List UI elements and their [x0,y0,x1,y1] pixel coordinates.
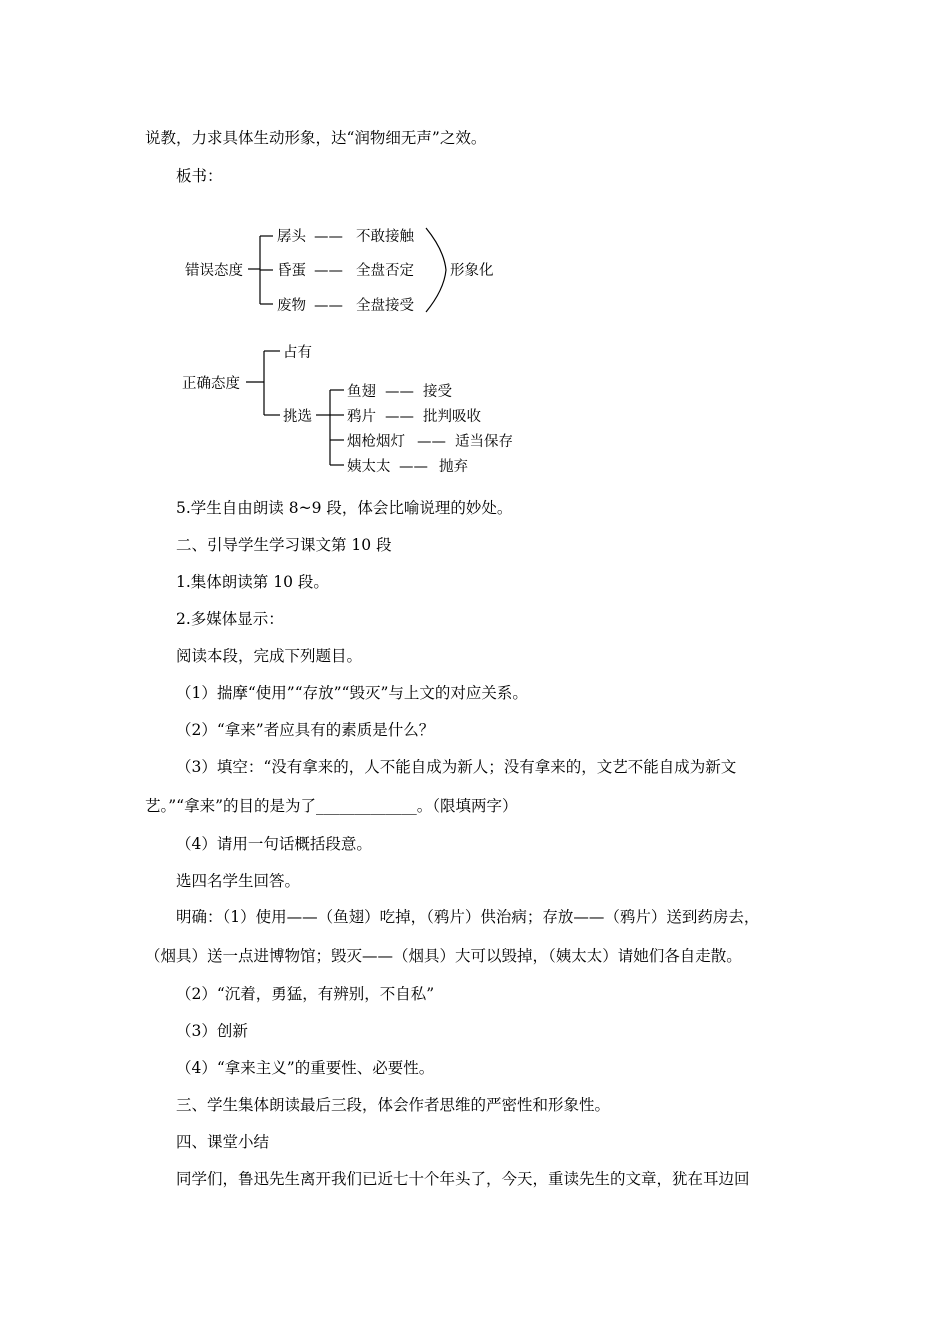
wrong-item-dash: —— [314,263,343,279]
right-item-dash: —— [399,459,428,475]
right-item-left: 烟枪烟灯 [347,434,405,450]
blackboard-diagram [0,0,950,500]
right-occupy: 占有 [283,345,312,361]
right-item-dash: —— [385,409,414,425]
right-item-left: 姨太太 [347,459,391,475]
wrong-item-left: 孱头 [277,229,306,245]
section-two-heading: 二、引导学生学习课文第 10 段 [176,536,392,554]
wrong-item-dash: —— [314,298,343,314]
wrong-attitude-title: 错误态度 [185,263,243,279]
wrong-summary: 形象化 [450,263,494,279]
select-students: 选四名学生回答。 [176,872,301,890]
board-heading: 板书： [176,167,223,185]
right-item-right: 适当保存 [455,434,513,450]
wrong-item-right: 全盘否定 [356,263,414,279]
answer-3: （3）创新 [176,1022,248,1040]
wrong-item-dash: —— [314,229,343,245]
answer-1: 明确：（1）使用——（鱼翅）吃掉，（鸦片）供治病；存放——（鸦片）送到药房去， [176,908,760,926]
step-2: 2.多媒体显示： [176,610,284,628]
summary-brace [426,228,446,312]
step-1: 1.集体朗读第 10 段。 [176,573,329,591]
section-four-heading: 四、课堂小结 [176,1133,270,1151]
summary-paragraph: 同学们，鲁迅先生离开我们已近七十个年头了，今天，重读先生的文章，犹在耳边回 [176,1170,750,1188]
answer-4: （4）“拿来主义”的重要性、必要性。 [176,1059,435,1077]
step-5: 5.学生自由朗读 8~9 段，体会比喻说理的妙处。 [176,499,513,517]
answer-1-continuation: （烟具）送一点进博物馆；毁灭——（烟具）大可以毁掉，（姨太太）请她们各自走散。 [145,947,742,965]
right-item-right: 批判吸收 [423,409,481,425]
wrong-item-right: 全盘接受 [356,298,414,314]
wrong-item-left: 废物 [277,298,306,314]
right-item-left: 鱼翅 [347,384,376,400]
wrong-item-left: 昏蛋 [277,263,306,279]
right-item-left: 鸦片 [347,409,376,425]
question-1: （1）揣摩“使用”“存放”“毁灭”与上文的对应关系。 [176,684,528,702]
right-select: 挑选 [283,409,312,425]
right-attitude-title: 正确态度 [182,376,240,392]
right-item-right: 接受 [423,384,452,400]
paragraph-continuation: 说教，力求具体生动形象，达“润物细无声”之效。 [145,129,487,147]
section-three-heading: 三、学生集体朗读最后三段，体会作者思维的严密性和形象性。 [176,1096,611,1114]
right-item-dash: —— [385,384,414,400]
question-4: （4）请用一句话概括段意。 [176,835,372,853]
question-2: （2）“拿来”者应具有的素质是什么？ [176,721,435,739]
question-3-continuation: 艺。”“拿来”的目的是为了_____________。（限填两字） [145,797,518,815]
question-3: （3）填空：“没有拿来的，人不能自成为新人；没有拿来的，文艺不能自成为新文 [176,758,737,776]
right-item-dash: —— [417,434,446,450]
wrong-item-right: 不敢接触 [356,229,414,245]
instruction: 阅读本段，完成下列题目。 [176,647,363,665]
right-item-right: 抛弃 [439,459,468,475]
answer-2: （2）“沉着，勇猛，有辨别，不自私” [176,985,435,1003]
